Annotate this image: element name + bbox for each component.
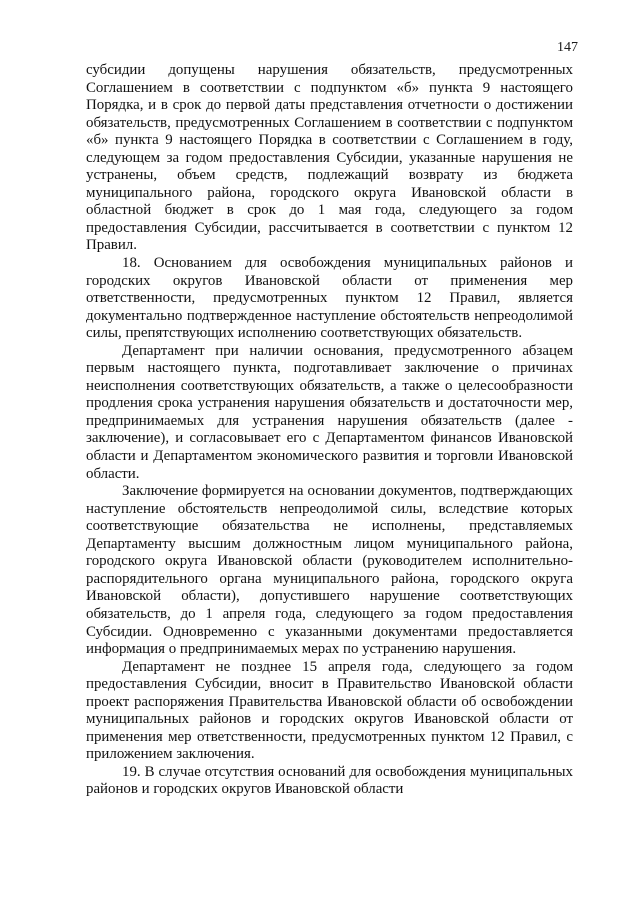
paragraph-item-18: 18. Основанием для освобождения муниципальных районов и городских округов Ивановской области от применения мер ответственности, предусмотренных пунктом 12 Правил, является документально подтвержденное наступление обстоятельств непреодолимой силы, препятствующих исполнению соответствующих обязательств. (86, 255, 573, 342)
paragraph-conclusion-formation: Заключение формируется на основании документов, подтверждающих наступление обстоятельств непреодолимой силы, вследствие которых соответствующие обязательства не исполнены, представляемых Департаменту высшим должностным лицом муниципального района, городского округа Ивановской области (руководителем исполнительно-распорядительного органа муниципального района, городского округа Ивановской области), допустившего нарушение соответствующих обязательств, до 1 апреля года, следующего за годом предоставления Субсидии. Одновременно с указанными документами предоставляется информация о предпринимаемых мерах по устранению нарушения. (86, 483, 573, 658)
paragraph-item-19: 19. В случае отсутствия оснований для освобождения муниципальных районов и городских округов Ивановской области (86, 763, 573, 798)
document-body (86, 62, 573, 799)
paragraph-draft-order: Департамент не позднее 15 апреля года, следующего за годом предоставления Субсидии, вносит в Правительство Ивановской области проект распоряжения Правительства Ивановской области об освобождении муниципальных районов и городских округов Ивановской области от применения мер ответственности, предусмотренных пунктом 12 Правил, с приложением заключения. (86, 658, 573, 763)
page-number: 147 (557, 40, 578, 55)
paragraph-department-conclusion: Департамент при наличии основания, предусмотренного абзацем первым настоящего пункта, подготавливает заключение о причинах неисполнения соответствующих обязательств, а также о целесообразности продления срока устранения нарушения обязательств и достаточности мер, предпринимаемых для устранения нарушения обязательств (далее - заключение), и согласовывает его с Департаментом финансов Ивановской области и Департаментом экономического развития и торговли Ивановской области. (86, 342, 573, 482)
paragraph-continuation: субсидии допущены нарушения обязательств, предусмотренных Соглашением в соответствии с подпунктом «б» пункта 9 настоящего Порядка, и в срок до первой даты представления отчетности о достижении обязательств, предусмотренных Соглашением в соответствии с подпунктом «б» пункта 9 настоящего Порядка в соответствии с Соглашением в году, следующем за годом предоставления Субсидии, указанные нарушения не устранены, объем средств, подлежащий возврату из бюджета муниципального района, городского округа Ивановской области в областной бюджет в срок до 1 мая года, следующего за годом предоставления Субсидии, рассчитывается в соответствии с пунктом 12 Правил. (86, 62, 573, 254)
